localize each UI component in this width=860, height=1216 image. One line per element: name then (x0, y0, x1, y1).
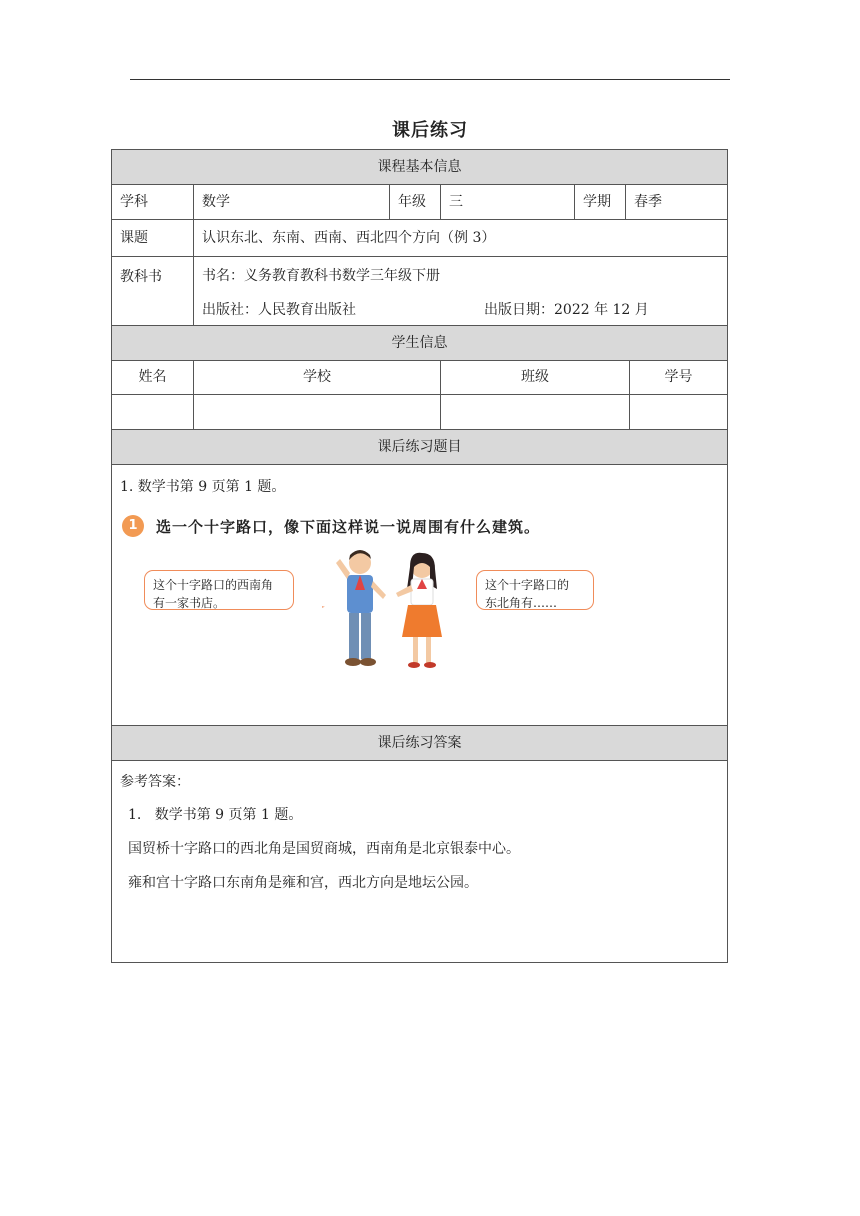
grade-value: 三 (440, 185, 574, 219)
column-class: 班级 (440, 361, 629, 394)
column-name: 姓名 (138, 369, 167, 385)
publish-date: 出版日期：2022 年 12 月 (484, 302, 649, 318)
header-rule (130, 79, 730, 80)
subject-value: 数学 (193, 185, 389, 219)
boy-figure (336, 550, 386, 666)
children-illustration (322, 545, 472, 685)
bubble-left-line-1: 这个十字路口的西南角 (153, 578, 274, 592)
page-title: 课后练习 (392, 120, 468, 141)
student-info-header: 学生信息 (112, 326, 727, 361)
bubble-right-line-2: 东北角有…… (485, 596, 558, 610)
course-info-row (112, 185, 727, 220)
student-id-field[interactable] (629, 395, 727, 429)
name-field[interactable] (112, 395, 193, 429)
school-field[interactable] (193, 395, 440, 429)
question-number-badge: 1 (122, 515, 144, 537)
answer-item: 1. 数学书第 9 页第 1 题。 (128, 807, 303, 823)
student-info-columns (112, 361, 727, 395)
textbook-row (112, 257, 727, 326)
topic-row (112, 220, 727, 257)
textbook-label: 教科书 (120, 269, 162, 285)
column-school: 学校 (193, 361, 440, 394)
book-name: 书名：义务教育教科书数学三年级下册 (202, 268, 440, 284)
exercise-illustration (122, 515, 602, 685)
exercise-content (112, 465, 727, 726)
answer-line-1: 国贸桥十字路口的西北角是国贸商城，西南角是北京银泰中心。 (128, 841, 520, 857)
term-value: 春季 (625, 185, 727, 219)
publisher: 出版社：人民教育出版社 (202, 302, 356, 318)
subject-label: 学科 (120, 194, 148, 210)
answer-header: 课后练习答案 (112, 726, 727, 761)
bubble-left-line-2: 有一家书店。 (153, 596, 226, 610)
question-text: 1. 数学书第 9 页第 1 题。 (120, 479, 286, 495)
speech-bubble-right (476, 570, 594, 610)
speech-bubble-left (144, 570, 294, 610)
answer-label: 参考答案： (120, 774, 190, 790)
term-label: 学期 (574, 185, 625, 219)
class-field[interactable] (440, 395, 629, 429)
illustration-prompt: 选一个十字路口，像下面这样说一说周围有什么建筑。 (156, 518, 541, 536)
girl-figure (396, 553, 442, 668)
topic-label: 课题 (120, 230, 148, 246)
worksheet-table (111, 149, 728, 963)
bubble-right-line-1: 这个十字路口的 (485, 578, 570, 592)
course-info-header: 课程基本信息 (112, 150, 727, 185)
answer-content (112, 761, 727, 963)
student-info-blank-row (112, 395, 727, 430)
textbook-details (193, 257, 727, 325)
exercise-header: 课后练习题目 (112, 430, 727, 465)
answer-line-2: 雍和宫十字路口东南角是雍和宫，西北方向是地坛公园。 (128, 875, 478, 891)
column-student-id: 学号 (629, 361, 727, 394)
topic-value: 认识东北、东南、西南、西北四个方向（例 3） (193, 220, 727, 256)
grade-label: 年级 (389, 185, 440, 219)
